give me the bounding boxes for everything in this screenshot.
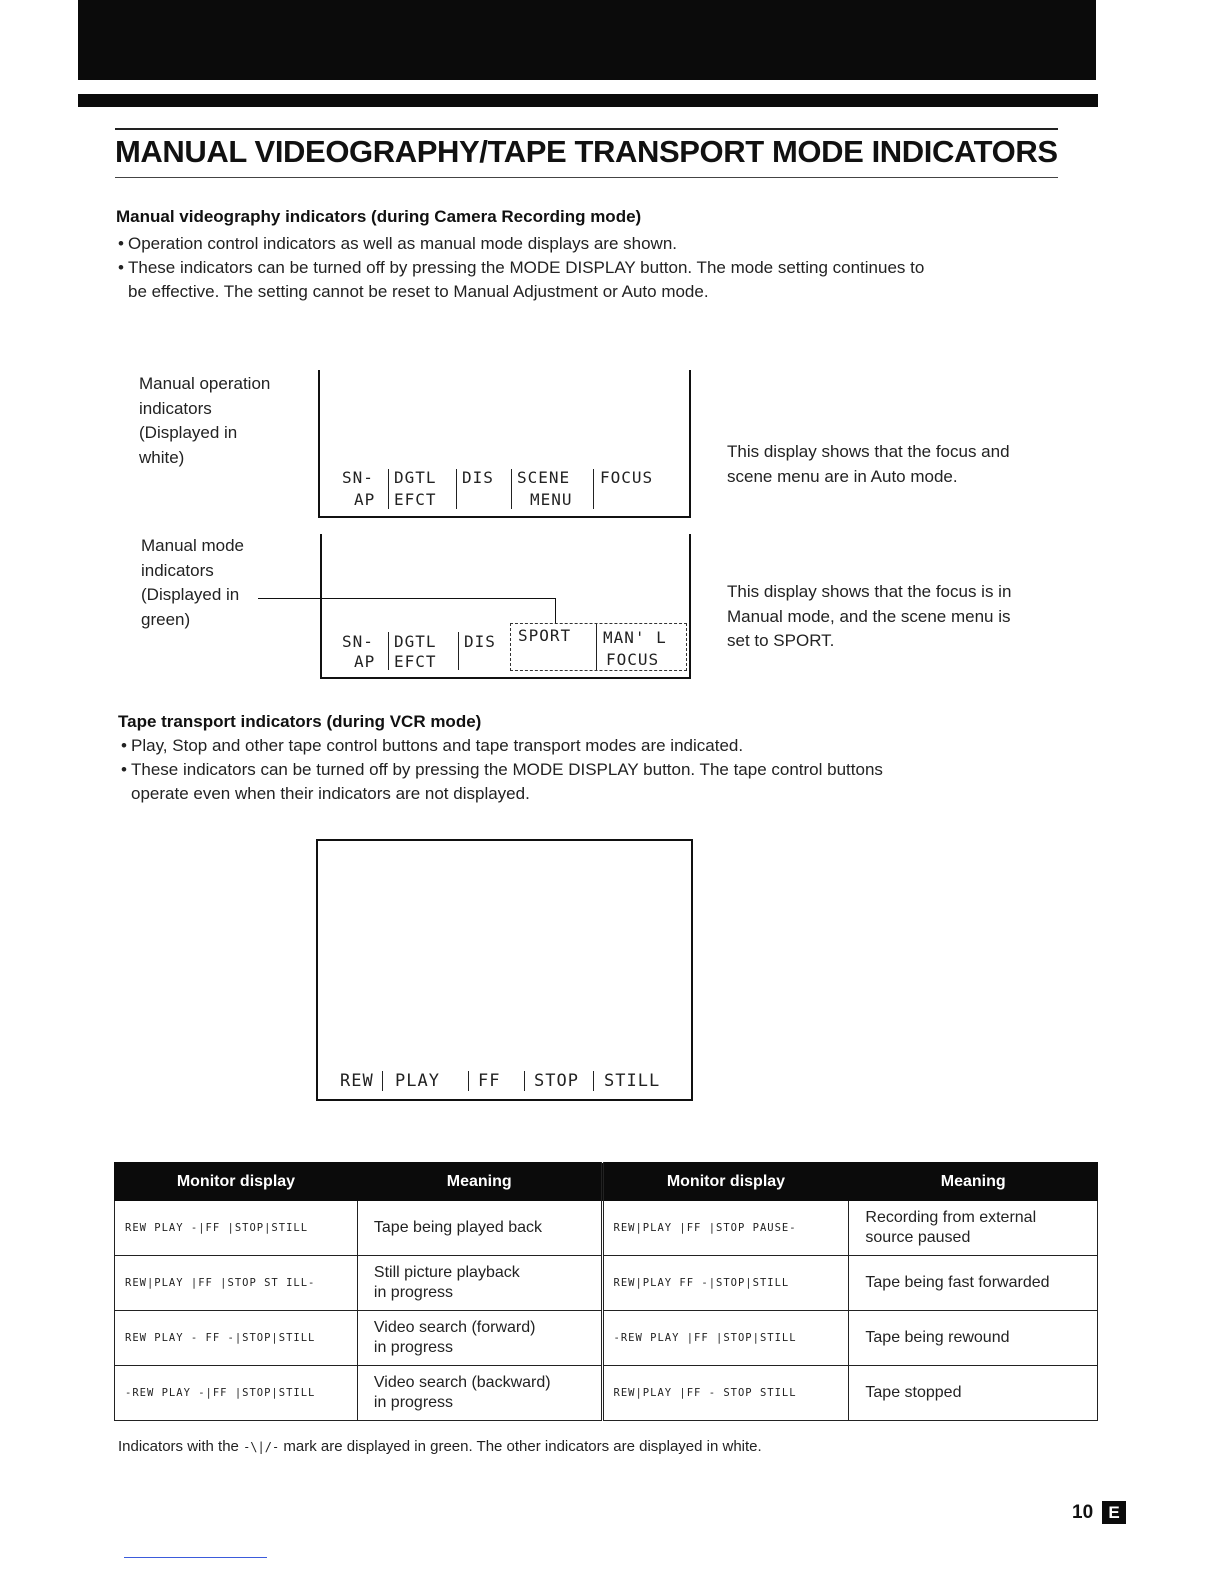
- section-heading-tape-transport: Tape transport indicators (during VCR mode): [118, 712, 482, 731]
- dgtl-label: DGTL: [394, 468, 437, 487]
- bullet-3: • Play, Stop and other tape control buttons and tape transport modes are indicated.: [121, 736, 744, 755]
- scene-label: SCENE: [517, 468, 571, 487]
- bullet-2-cont: be effective. The setting cannot be reset to Manual Adjustment or Auto mode.: [128, 282, 709, 301]
- blink-mark-icon: -\|/-: [243, 1440, 280, 1454]
- monitor-screen-vcr: [316, 839, 693, 1101]
- bullet-1: • Operation control indicators as well as manual mode displays are shown.: [118, 234, 677, 253]
- bullet-4-cont: operate even when their indicators are not displayed.: [131, 784, 530, 803]
- header-black-band: [78, 0, 1096, 80]
- meaning-cell: Video search (forward) in progress: [357, 1311, 602, 1366]
- monitor-display-cell: REW|PLAY |FF |STOP PAUSE-: [602, 1201, 849, 1256]
- separator: [456, 469, 457, 509]
- separator: [596, 624, 597, 670]
- focus-label: FOCUS: [600, 468, 654, 487]
- footnote: Indicators with the -\|/- mark are displayed in green. The other indicators are displayed in white.: [118, 1438, 762, 1455]
- column-header: Monitor display: [115, 1163, 358, 1201]
- meaning-cell: Recording from external source paused: [849, 1201, 1098, 1256]
- focus-label: FOCUS: [606, 650, 660, 669]
- monitor-screen-manual: [320, 534, 691, 679]
- bottom-underline: [124, 1557, 267, 1558]
- sport-label: SPORT: [518, 626, 572, 645]
- title-rule-bottom: [115, 177, 1058, 178]
- indicator-table: [114, 1162, 1098, 1421]
- ff-label: FF: [478, 1071, 501, 1091]
- table-row: [115, 1256, 1098, 1311]
- efct-label: EFCT: [394, 652, 437, 671]
- separator: [524, 1071, 525, 1091]
- table-row: [115, 1311, 1098, 1366]
- monitor-display-cell: REW|PLAY |FF |STOP ST ILL-: [115, 1256, 358, 1311]
- separator: [388, 632, 389, 670]
- section-heading-videography: Manual videography indicators (during Camera Recording mode): [116, 207, 642, 226]
- table-row: [115, 1201, 1098, 1256]
- dis-label: DIS: [462, 468, 494, 487]
- meaning-cell: Tape stopped: [849, 1366, 1098, 1421]
- ap-label: AP: [354, 490, 376, 509]
- bullet-4: • These indicators can be turned off by pressing the MODE DISPLAY button. The tape control buttons: [121, 760, 883, 779]
- header-rule: [78, 94, 1098, 107]
- table-row: [115, 1366, 1098, 1421]
- separator: [382, 1071, 383, 1091]
- page-number: 10: [1072, 1502, 1094, 1523]
- dgtl-label: DGTL: [394, 632, 437, 651]
- ap-label: AP: [354, 652, 376, 671]
- monitor-screen-auto: [318, 370, 691, 518]
- language-badge: E: [1102, 1501, 1126, 1524]
- bullet-2: • These indicators can be turned off by pressing the MODE DISPLAY button. The mode setting continues to: [118, 258, 925, 277]
- separator: [593, 469, 594, 509]
- still-label: STILL: [604, 1071, 661, 1091]
- column-header: Meaning: [357, 1163, 602, 1201]
- meaning-cell: Tape being rewound: [849, 1311, 1098, 1366]
- separator: [468, 1071, 469, 1091]
- bullet-text: These indicators can be turned off by pressing the MODE DISPLAY button. The mode setting continues to: [128, 258, 925, 277]
- monitor-display-cell: REW PLAY - FF -|STOP|STILL: [115, 1311, 358, 1366]
- monitor-display-cell: -REW PLAY -|FF |STOP|STILL: [115, 1366, 358, 1421]
- manl-label: MAN' L: [603, 628, 667, 647]
- table-header-row: [115, 1163, 1098, 1201]
- manual-mode-label: Manual mode indicators (Displayed in green): [141, 536, 245, 629]
- efct-label: EFCT: [394, 490, 437, 509]
- bullet-text: These indicators can be turned off by pressing the MODE DISPLAY button. The tape control buttons: [131, 760, 883, 779]
- manual-operation-label: Manual operation indicators (Displayed in white): [139, 374, 271, 467]
- meaning-cell: Still picture playback in progress: [357, 1256, 602, 1311]
- meaning-cell: Video search (backward) in progress: [357, 1366, 602, 1421]
- stop-label: STOP: [534, 1071, 579, 1091]
- separator: [388, 469, 389, 509]
- dis-label: DIS: [464, 632, 496, 651]
- rew-label: REW: [340, 1071, 374, 1091]
- monitor-display-cell: REW PLAY -|FF |STOP|STILL: [115, 1201, 358, 1256]
- monitor-display-cell: REW|PLAY FF -|STOP|STILL: [602, 1256, 849, 1311]
- auto-mode-description: This display shows that the focus and scene menu are in Auto mode.: [727, 442, 1010, 486]
- bullet-text: Operation control indicators as well as manual mode displays are shown.: [128, 234, 677, 253]
- sn-label: SN-: [342, 468, 374, 487]
- separator: [511, 469, 512, 509]
- column-header: Meaning: [849, 1163, 1098, 1201]
- column-header: Monitor display: [602, 1163, 849, 1201]
- monitor-display-cell: REW|PLAY |FF - STOP STILL: [602, 1366, 849, 1421]
- menu-label: MENU: [530, 490, 573, 509]
- separator: [458, 632, 459, 670]
- play-label: PLAY: [395, 1071, 440, 1091]
- manual-mode-description: This display shows that the focus is in Manual mode, and the scene menu is set to SPORT.: [727, 582, 1012, 650]
- meaning-cell: Tape being played back: [357, 1201, 602, 1256]
- separator: [593, 1071, 594, 1091]
- bullet-text: Play, Stop and other tape control buttons and tape transport modes are indicated.: [131, 736, 744, 755]
- meaning-cell: Tape being fast forwarded: [849, 1256, 1098, 1311]
- page-title: MANUAL VIDEOGRAPHY/TAPE TRANSPORT MODE INDICATORS: [115, 134, 1058, 169]
- sn-label: SN-: [342, 632, 374, 651]
- monitor-display-cell: -REW PLAY |FF |STOP|STILL: [602, 1311, 849, 1366]
- title-rule-top: [115, 128, 1058, 130]
